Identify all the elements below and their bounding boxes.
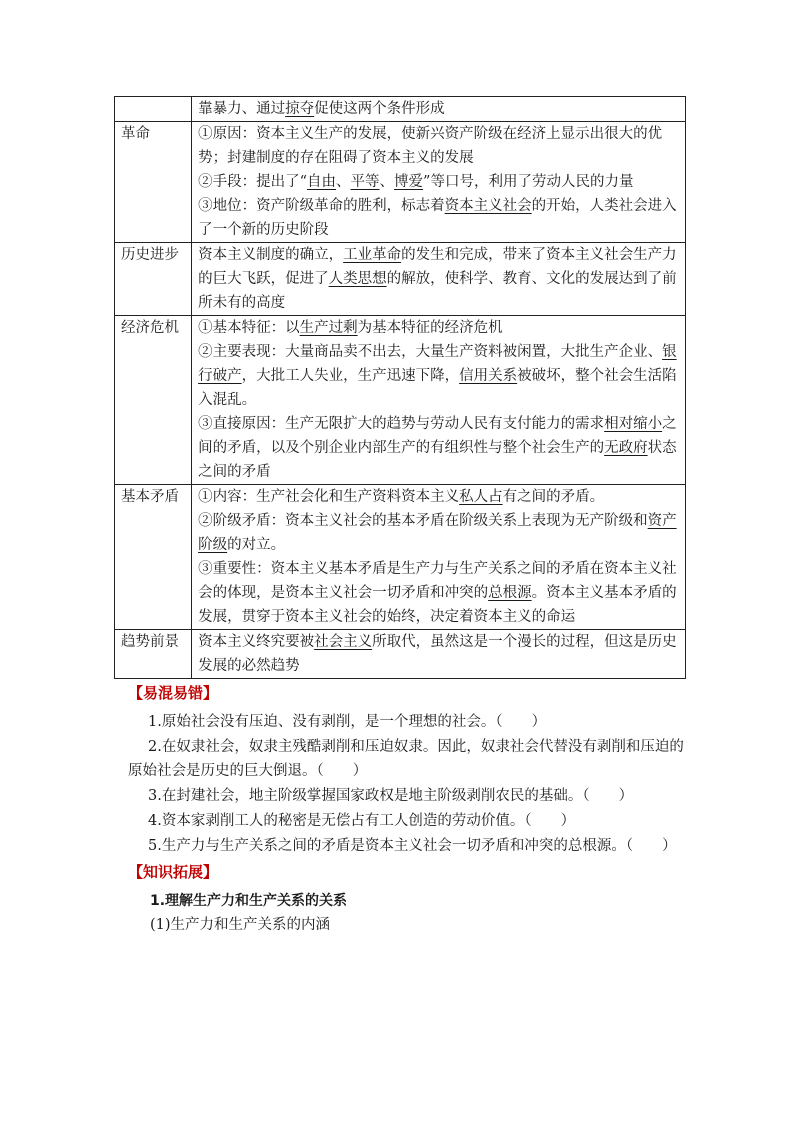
text-segment: 有之间的矛盾。 bbox=[502, 489, 605, 505]
text-segment: 、 bbox=[379, 174, 395, 190]
row-label: 经济危机 bbox=[115, 316, 192, 485]
row-content bbox=[192, 485, 686, 630]
mistake-item-2: 2.在奴隶社会，奴隶主残酷剥削和压迫奴隶。因此，奴隶社会代替没有剥削和压迫的原始社会是历史的巨大倒退。（ ） bbox=[128, 739, 684, 779]
text-segment: 之间的矛盾，以及个别企业内部生产的有组织性与整个社会生产的 bbox=[198, 416, 677, 456]
underlined-keyword: 总根源 bbox=[488, 585, 532, 601]
text-segment: 的开始，人类社会进入了一个新的历史阶段 bbox=[198, 198, 677, 238]
text-segment: ③直接原因：生产无限扩大的趋势与劳动人民有支付能力的需求 bbox=[198, 416, 605, 432]
underlined-keyword: 相对缩小 bbox=[604, 416, 663, 432]
mistake-item-1: 1.原始社会没有压迫、没有剥削，是一个理想的社会。（ ） bbox=[148, 714, 547, 730]
row-label: 基本矛盾 bbox=[115, 485, 192, 630]
text-segment: ，大批工人失业，生产迅速下降， bbox=[241, 368, 460, 384]
underlined-keyword: 生产过剩 bbox=[299, 320, 358, 336]
knowledge-ext-subheading: (1)生产力和生产关系的内涵 bbox=[150, 917, 331, 933]
text-segment: 资本主义终究要被 bbox=[198, 634, 315, 650]
text-segment: 。资本主义基本矛盾的发展，贯穿于资本主义社会的始终，决定着资本主义的命运 bbox=[198, 585, 677, 625]
table-row bbox=[115, 243, 686, 316]
row-label: 革命 bbox=[115, 122, 192, 243]
knowledge-ext-title: 【知识拓展】 bbox=[128, 863, 219, 881]
text-segment: 被破坏，整个社会生活陷入混乱。 bbox=[198, 368, 677, 408]
knowledge-ext-heading: 1.理解生产力和生产关系的关系 bbox=[150, 893, 348, 909]
row-paragraph bbox=[198, 509, 679, 557]
row-label bbox=[115, 97, 192, 122]
text-segment: ”等口号，利用了劳动人民的力量 bbox=[423, 174, 634, 190]
row-paragraph bbox=[198, 194, 679, 242]
underlined-keyword: 资本主义社会 bbox=[444, 198, 532, 214]
text-segment: ②手段：提出了“ bbox=[198, 174, 308, 190]
text-segment: ③地位：资产阶级革命的胜利，标志着 bbox=[198, 198, 445, 214]
row-paragraph bbox=[198, 97, 679, 121]
table-row bbox=[115, 630, 686, 679]
row-paragraph bbox=[198, 557, 679, 629]
text-segment: ①原因：资本主义生产的发展，使新兴资产阶级在经济上显示出很大的优势；封建制度的存在阻碍了资本主义的发展 bbox=[198, 126, 663, 166]
text-segment: 为基本特征的经济危机 bbox=[357, 320, 503, 336]
row-content bbox=[192, 122, 686, 243]
underlined-keyword: 工业革命 bbox=[343, 247, 402, 263]
underlined-keyword: 银行破产 bbox=[198, 344, 677, 384]
easy-mistakes-title: 【易混易错】 bbox=[128, 684, 219, 702]
row-paragraph bbox=[198, 630, 679, 678]
table-row bbox=[115, 316, 686, 485]
row-paragraph bbox=[198, 485, 679, 509]
row-paragraph bbox=[198, 170, 679, 194]
text-segment: 、 bbox=[336, 174, 351, 190]
text-segment: 所取代，虽然这是一个漫长的过程，但这是历史发展的必然趋势 bbox=[198, 634, 677, 674]
table-row bbox=[115, 122, 686, 243]
underlined-keyword: 资产阶级 bbox=[198, 513, 677, 553]
underlined-keyword: 自由 bbox=[307, 174, 337, 190]
text-segment: 的解放，使科学、教育、文化的发展达到了前所未有的高度 bbox=[198, 271, 677, 311]
knowledge-table bbox=[114, 96, 686, 679]
row-content bbox=[192, 630, 686, 679]
mistake-item-3: 3.在封建社会，地主阶级掌握国家政权是地主阶级剥削农民的基础。（ ） bbox=[148, 788, 634, 804]
row-label: 历史进步 bbox=[115, 243, 192, 316]
mistake-item-5: 5.生产力与生产关系之间的矛盾是资本主义社会一切矛盾和冲突的总根源。（ ） bbox=[148, 838, 677, 854]
text-segment: ①基本特征：以 bbox=[198, 320, 300, 336]
underlined-keyword: 私人占 bbox=[459, 489, 503, 505]
row-content bbox=[192, 97, 686, 122]
knowledge-table-body bbox=[115, 97, 686, 679]
underlined-keyword: 掠夺 bbox=[285, 101, 315, 117]
text-segment: 状态之间的矛盾 bbox=[198, 440, 677, 480]
row-label: 趋势前景 bbox=[115, 630, 192, 679]
underlined-keyword: 平等 bbox=[350, 174, 380, 190]
text-segment: 靠暴力、通过 bbox=[198, 101, 286, 117]
row-content bbox=[192, 316, 686, 485]
mistake-item-4: 4.资本家剥削工人的秘密是无偿占有工人创造的劳动价值。（ ） bbox=[148, 813, 576, 829]
row-paragraph bbox=[198, 340, 679, 412]
underlined-keyword: 人类思想 bbox=[328, 271, 387, 287]
text-segment: 资本主义制度的确立， bbox=[198, 247, 344, 263]
text-segment: ②主要表现：大量商品卖不出去，大量生产资料被闲置，大批生产企业、 bbox=[198, 344, 663, 360]
text-segment: ②阶级矛盾：资本主义社会的基本矛盾在阶级关系上表现为无产阶级和 bbox=[198, 513, 648, 529]
row-content bbox=[192, 243, 686, 316]
underlined-keyword: 信用关系 bbox=[459, 368, 518, 384]
text-segment: ①内容：生产社会化和生产资料资本主义 bbox=[198, 489, 460, 505]
text-segment: 的发生和完成，带来了资本主义社会生产力的巨大飞跃，促进了 bbox=[198, 247, 677, 287]
text-segment: ③重要性：资本主义基本矛盾是生产力与生产关系之间的矛盾在资本主义社会的体现，是资本主义社会一切矛盾和冲突的 bbox=[198, 561, 677, 601]
underlined-keyword: 社会主义 bbox=[314, 634, 373, 650]
row-paragraph bbox=[198, 316, 679, 340]
table-row bbox=[115, 485, 686, 630]
text-segment: 促使这两个条件形成 bbox=[314, 101, 445, 117]
row-paragraph bbox=[198, 243, 679, 315]
text-segment: 的对立。 bbox=[227, 537, 286, 553]
underlined-keyword: 无政府 bbox=[604, 440, 648, 456]
row-paragraph bbox=[198, 412, 679, 484]
underlined-keyword: 博爱 bbox=[394, 174, 424, 190]
row-paragraph bbox=[198, 122, 679, 170]
table-row bbox=[115, 97, 686, 122]
